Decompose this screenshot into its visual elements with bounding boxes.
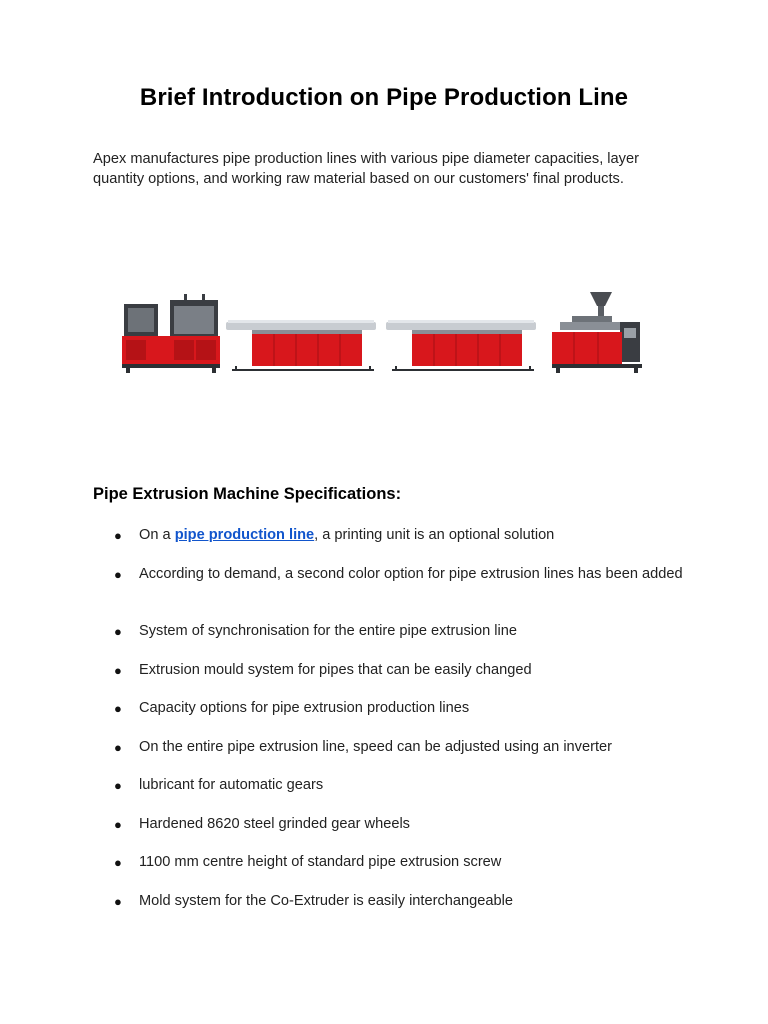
spec-text: lubricant for automatic gears (139, 777, 324, 793)
spec-text: Hardened 8620 steel grinded gear wheels (139, 816, 410, 832)
spec-list-item (114, 815, 699, 834)
pipe-production-line-link[interactable]: pipe production line (174, 527, 315, 543)
bullet-icon: ● (114, 778, 122, 793)
bullet-icon: ● (114, 740, 122, 755)
bullet-icon: ● (114, 894, 122, 909)
spec-text: According to demand, a second color option for pipe extrusion lines has been added (139, 566, 683, 582)
spec-text: , a printing unit is an optional solution (314, 527, 555, 543)
pipe-production-line-image (112, 282, 652, 392)
intro-paragraph: Apex manufactures pipe production lines with various pipe diameter capacities, layer quantity options, and working raw material based on our customers' final products. (93, 151, 639, 187)
spec-list-item (114, 565, 699, 584)
spec-list-item (114, 699, 699, 718)
spec-text: Mold system for the Co-Extruder is easily interchangeable (139, 893, 513, 909)
bullet-icon: ● (114, 701, 122, 716)
bullet-icon: ● (114, 817, 122, 832)
bullet-icon: ● (114, 624, 122, 639)
spec-list-item (114, 776, 699, 795)
extruder-machine (552, 292, 642, 373)
bullet-icon: ● (114, 567, 122, 582)
bullet-icon: ● (114, 528, 122, 543)
bullet-icon: ● (114, 855, 122, 870)
cooling-tank-2 (386, 320, 536, 370)
spec-text: Capacity options for pipe extrusion production lines (139, 700, 470, 716)
spec-list-item (114, 738, 699, 757)
cutter-haul-off-machine (122, 294, 220, 373)
bullet-icon: ● (114, 663, 122, 678)
page-title: Brief Introduction on Pipe Production Line (139, 84, 629, 111)
spec-text: On the entire pipe extrusion line, speed can be adjusted using an inverter (139, 739, 612, 755)
cooling-tank-1 (226, 320, 376, 370)
spec-list-item (114, 853, 699, 872)
spec-text: 1100 mm centre height of standard pipe extrusion screw (139, 854, 502, 870)
spec-list-item (114, 526, 699, 545)
spec-text: Extrusion mould system for pipes that can be easily changed (139, 662, 532, 678)
spec-list-item (114, 892, 699, 911)
spec-text: On a (139, 527, 175, 543)
specifications-heading: Pipe Extrusion Machine Specifications: (93, 485, 402, 503)
spec-list-item (114, 661, 699, 680)
spec-text: System of synchronisation for the entire pipe extrusion line (139, 623, 518, 639)
spec-list-item (114, 622, 699, 641)
